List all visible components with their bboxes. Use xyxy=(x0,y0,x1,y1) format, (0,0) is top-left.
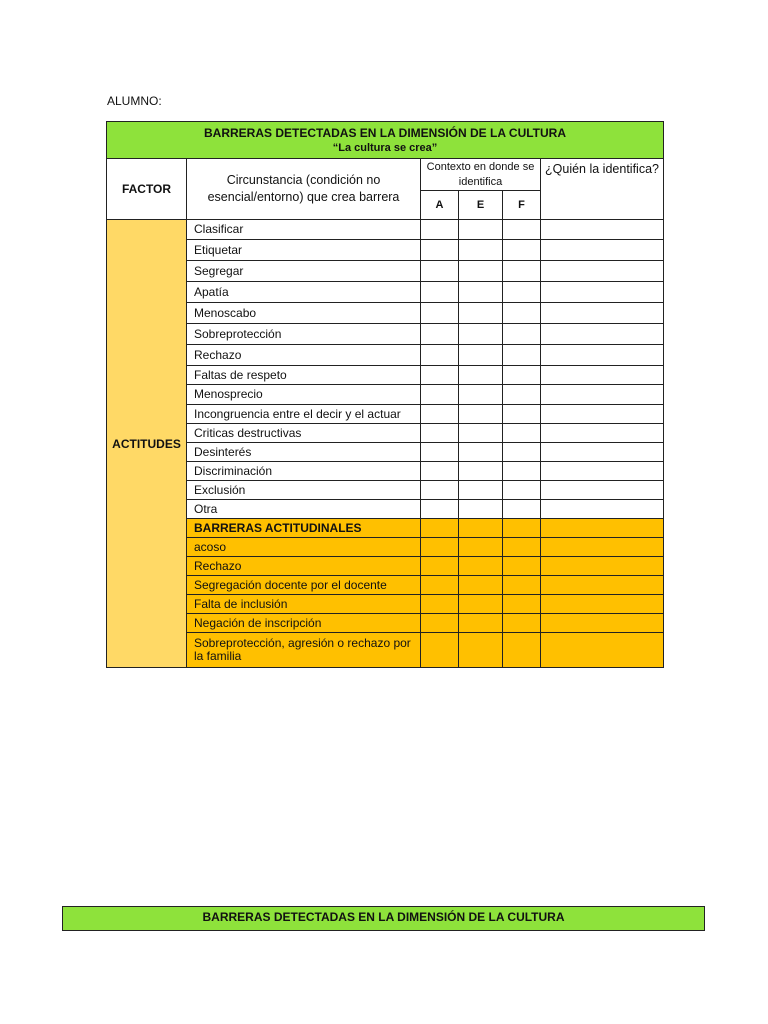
cell-f[interactable] xyxy=(503,405,541,424)
cell-quien[interactable] xyxy=(541,424,664,443)
bottom-section-title: BARRERAS DETECTADAS EN LA DIMENSIÓN DE LA CULTURA xyxy=(62,906,705,931)
table-row xyxy=(107,557,664,576)
cell-quien[interactable] xyxy=(541,324,664,345)
cell-f[interactable] xyxy=(503,261,541,282)
contexto-header: Contexto en donde se identifica xyxy=(421,159,541,191)
item-label: Menosprecio xyxy=(187,385,421,405)
table-row xyxy=(107,324,664,345)
cell-f[interactable] xyxy=(503,500,541,519)
item-label: Exclusión xyxy=(187,481,421,500)
cell-f[interactable] xyxy=(503,240,541,261)
column-f-header: F xyxy=(503,191,541,220)
cell-a[interactable] xyxy=(421,240,459,261)
cell-quien[interactable] xyxy=(541,519,664,538)
cell-e[interactable] xyxy=(459,261,503,282)
item-label: Rechazo xyxy=(187,345,421,366)
cell-e[interactable] xyxy=(459,633,503,668)
cell-e[interactable] xyxy=(459,557,503,576)
cell-f[interactable] xyxy=(503,519,541,538)
cell-f[interactable] xyxy=(503,443,541,462)
item-label: Desinterés xyxy=(187,443,421,462)
table-row xyxy=(107,500,664,519)
cell-e[interactable] xyxy=(459,500,503,519)
barrera-item-label: Falta de inclusión xyxy=(187,595,421,614)
table-row xyxy=(107,303,664,324)
cell-f[interactable] xyxy=(503,576,541,595)
cell-a[interactable] xyxy=(421,324,459,345)
cell-a[interactable] xyxy=(421,282,459,303)
cell-f[interactable] xyxy=(503,220,541,240)
item-label: Otra xyxy=(187,500,421,519)
table-row xyxy=(107,614,664,633)
cell-quien[interactable] xyxy=(541,443,664,462)
cell-quien[interactable] xyxy=(541,500,664,519)
table-row xyxy=(107,220,664,240)
cell-e[interactable] xyxy=(459,462,503,481)
cell-e[interactable] xyxy=(459,345,503,366)
cell-a[interactable] xyxy=(421,261,459,282)
cell-a[interactable] xyxy=(421,576,459,595)
cell-a[interactable] xyxy=(421,500,459,519)
cell-e[interactable] xyxy=(459,303,503,324)
table-row xyxy=(107,366,664,385)
cell-quien[interactable] xyxy=(541,303,664,324)
alumno-label: ALUMNO: xyxy=(107,94,162,108)
cell-e[interactable] xyxy=(459,220,503,240)
table-row xyxy=(107,345,664,366)
cell-f[interactable] xyxy=(503,303,541,324)
cell-e[interactable] xyxy=(459,595,503,614)
cell-a[interactable] xyxy=(421,303,459,324)
cell-f[interactable] xyxy=(503,595,541,614)
cell-f[interactable] xyxy=(503,345,541,366)
cell-quien[interactable] xyxy=(541,220,664,240)
cell-quien[interactable] xyxy=(541,576,664,595)
cell-e[interactable] xyxy=(459,282,503,303)
cell-a[interactable] xyxy=(421,462,459,481)
table-row xyxy=(107,424,664,443)
cell-quien[interactable] xyxy=(541,240,664,261)
cell-a[interactable] xyxy=(421,481,459,500)
cell-a[interactable] xyxy=(421,633,459,668)
barreras-table xyxy=(106,121,664,668)
item-label: Discriminación xyxy=(187,462,421,481)
cell-quien[interactable] xyxy=(541,261,664,282)
factor-header: FACTOR xyxy=(107,159,187,220)
cell-e[interactable] xyxy=(459,366,503,385)
cell-quien[interactable] xyxy=(541,595,664,614)
column-e-header: E xyxy=(459,191,503,220)
cell-quien[interactable] xyxy=(541,282,664,303)
cell-a[interactable] xyxy=(421,557,459,576)
cell-f[interactable] xyxy=(503,538,541,557)
table-row xyxy=(107,240,664,261)
cell-quien[interactable] xyxy=(541,633,664,668)
table-row xyxy=(107,405,664,424)
table-row xyxy=(107,481,664,500)
item-label: Apatía xyxy=(187,282,421,303)
table-row xyxy=(107,462,664,481)
item-label: Criticas destructivas xyxy=(187,424,421,443)
cell-quien[interactable] xyxy=(541,538,664,557)
cell-f[interactable] xyxy=(503,481,541,500)
barrera-item-label: Negación de inscripción xyxy=(187,614,421,633)
table-row xyxy=(107,633,664,668)
cell-e[interactable] xyxy=(459,424,503,443)
cell-quien[interactable] xyxy=(541,557,664,576)
cell-e[interactable] xyxy=(459,240,503,261)
cell-a[interactable] xyxy=(421,614,459,633)
cell-a[interactable] xyxy=(421,424,459,443)
cell-e[interactable] xyxy=(459,443,503,462)
cell-a[interactable] xyxy=(421,538,459,557)
cell-f[interactable] xyxy=(503,633,541,668)
cell-a[interactable] xyxy=(421,405,459,424)
item-label: Incongruencia entre el decir y el actuar xyxy=(187,405,421,424)
cell-f[interactable] xyxy=(503,424,541,443)
cell-e[interactable] xyxy=(459,576,503,595)
cell-f[interactable] xyxy=(503,614,541,633)
cell-a[interactable] xyxy=(421,443,459,462)
cell-a[interactable] xyxy=(421,366,459,385)
table-row xyxy=(107,538,664,557)
cell-e[interactable] xyxy=(459,614,503,633)
barrera-item-label: Sobreprotección, agresión o rechazo por la familia xyxy=(187,633,421,668)
quien-header: ¿Quién la identifica? xyxy=(541,159,664,220)
cell-quien[interactable] xyxy=(541,366,664,385)
cell-e[interactable] xyxy=(459,405,503,424)
cell-a[interactable] xyxy=(421,345,459,366)
cell-quien[interactable] xyxy=(541,462,664,481)
cell-f[interactable] xyxy=(503,282,541,303)
cell-e[interactable] xyxy=(459,324,503,345)
item-label: Faltas de respeto xyxy=(187,366,421,385)
table-row xyxy=(107,261,664,282)
table-title xyxy=(107,122,664,159)
barrera-item-label: Rechazo xyxy=(187,557,421,576)
cell-e[interactable] xyxy=(459,481,503,500)
cell-f[interactable] xyxy=(503,324,541,345)
cell-quien[interactable] xyxy=(541,385,664,405)
table-row xyxy=(107,443,664,462)
cell-e[interactable] xyxy=(459,385,503,405)
barrera-item-label: acoso xyxy=(187,538,421,557)
cell-a[interactable] xyxy=(421,385,459,405)
cell-quien[interactable] xyxy=(541,481,664,500)
item-label: Sobreprotección xyxy=(187,324,421,345)
subtitle-text: “La cultura se crea” xyxy=(332,142,438,154)
cell-f[interactable] xyxy=(503,462,541,481)
cell-a[interactable] xyxy=(421,220,459,240)
title-text: BARRERAS DETECTADAS EN LA DIMENSIÓN DE LA CULTURA xyxy=(204,126,566,140)
table-row xyxy=(107,519,664,538)
circunstancia-header: Circunstancia (condición no esencial/entorno) que crea barrera xyxy=(187,159,421,220)
cell-e[interactable] xyxy=(459,519,503,538)
cell-e[interactable] xyxy=(459,538,503,557)
factor-actitudes: ACTITUDES xyxy=(107,220,187,668)
item-label: Menoscabo xyxy=(187,303,421,324)
cell-a[interactable] xyxy=(421,519,459,538)
table-row xyxy=(107,385,664,405)
table-row xyxy=(107,595,664,614)
cell-f[interactable] xyxy=(503,366,541,385)
cell-a[interactable] xyxy=(421,595,459,614)
table-row xyxy=(107,576,664,595)
item-label: Segregar xyxy=(187,261,421,282)
table-row xyxy=(107,282,664,303)
cell-f[interactable] xyxy=(503,385,541,405)
cell-quien[interactable] xyxy=(541,345,664,366)
item-label: Etiquetar xyxy=(187,240,421,261)
cell-quien[interactable] xyxy=(541,405,664,424)
item-label: Clasificar xyxy=(187,220,421,240)
column-a-header: A xyxy=(421,191,459,220)
barrera-item-label: Segregación docente por el docente xyxy=(187,576,421,595)
cell-f[interactable] xyxy=(503,557,541,576)
cell-quien[interactable] xyxy=(541,614,664,633)
barreras-heading: BARRERAS ACTITUDINALES xyxy=(187,519,421,538)
